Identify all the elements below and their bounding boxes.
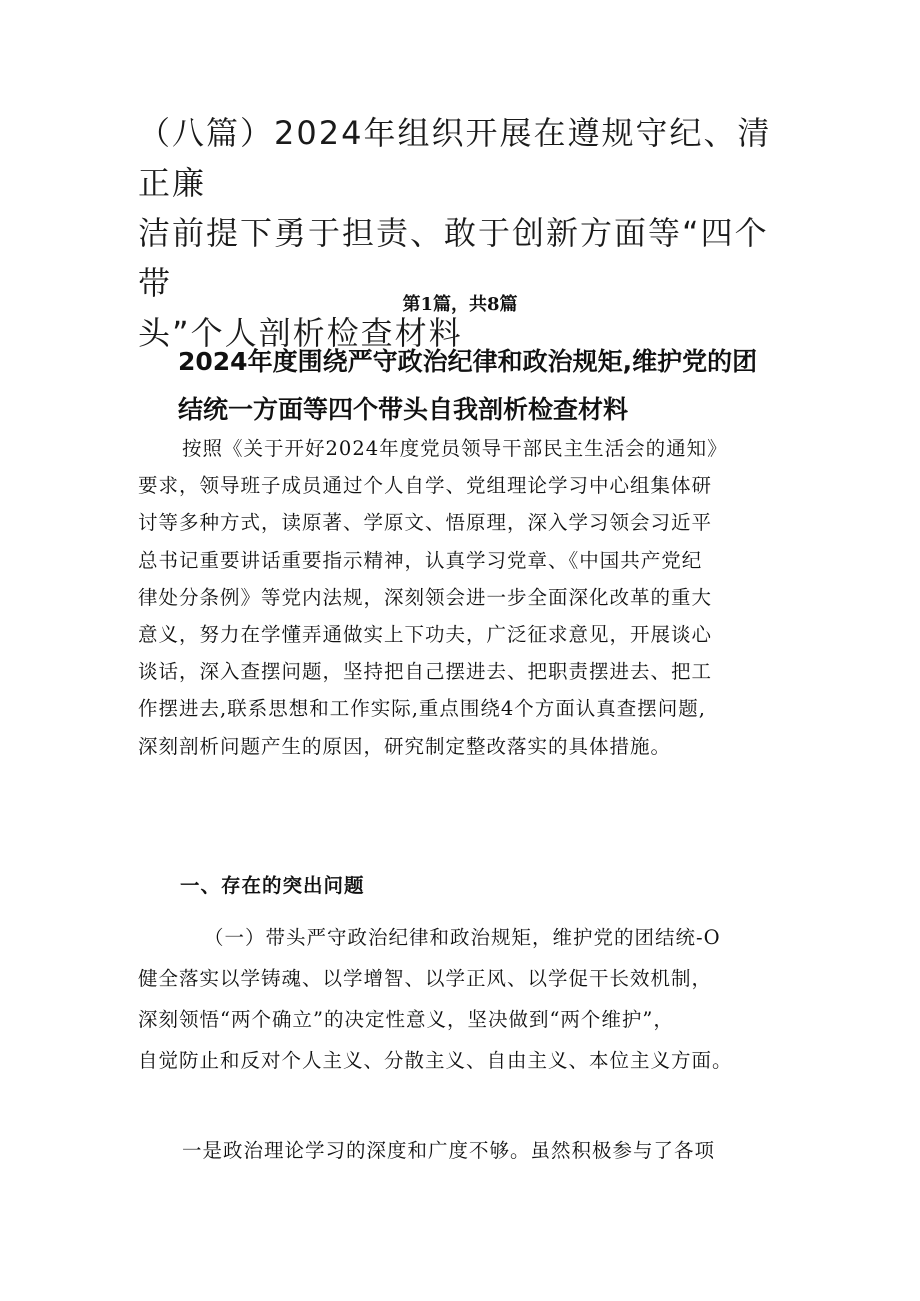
paragraph-point-one (138, 1132, 798, 1169)
text-line: 按照《关于开好2024年度党员领导干部民主生活会的通知》 (182, 437, 728, 460)
title-line: 头”个人剖析检查材料 (138, 314, 463, 352)
article-subtitle (178, 338, 818, 434)
subtitle-line: 2024年度围绕严守政治纪律和政治规矩,维护党的团 (178, 347, 758, 376)
text-line: 深刻剖析问题产生的原因，研究制定整改落实的具体措施。 (138, 734, 672, 758)
text-line: 健全落实以学铸魂、以学增智、以学正风、以学促干长效机制， (138, 967, 713, 990)
title-line: 洁前提下勇于担责、敢于创新方面等“四个带 (138, 214, 769, 302)
text-line: 一是政治理论学习的深度和广度不够。虽然积极参与了各项 (182, 1139, 716, 1162)
text-line: 深刻领悟“两个确立”的决定性意义，坚决做到“两个维护”， (138, 1008, 674, 1031)
paragraph-intro (138, 430, 798, 765)
paragraph-problem-one (138, 917, 798, 1081)
text-line: （一）带头严守政治纪律和政治规矩，维护党的团结统-O (204, 926, 721, 949)
text-line: 谈话，深入查摆问题，坚持把自己摆进去、把职责摆进去、把工 (138, 660, 713, 684)
text-line: 律处分条例》等党内法规，深刻领会进一步全面深化改革的重大 (138, 585, 713, 609)
text-line: 自觉防止和反对个人主义、分散主义、自由主义、本位主义方面。 (138, 1049, 733, 1072)
document-title (138, 108, 798, 358)
title-line: （八篇）2024年组织开展在遵规守纪、清正廉 (138, 114, 772, 202)
text-line: 意义，努力在学懂弄通做实上下功夫，广泛征求意见，开展谈心 (138, 623, 713, 647)
section-heading: 一、存在的突出问题 (180, 874, 365, 897)
part-label: 第1篇，共8篇 (402, 294, 518, 315)
text-line: 讨等多种方式，读原著、学原文、悟原理，深入学习领会习近平 (138, 511, 713, 535)
subtitle-line: 结统一方面等四个带头自我剖析检查材料 (178, 395, 629, 424)
text-line: 作摆进去,联系思想和工作实际,重点围绕4个方面认真查摆问题, (138, 697, 707, 721)
text-line: 总书记重要讲话重要指示精神，认真学习党章、《中国共产党纪 (138, 548, 703, 572)
text-line: 要求，领导班子成员通过个人自学、党组理论学习中心组集体研 (138, 474, 713, 498)
